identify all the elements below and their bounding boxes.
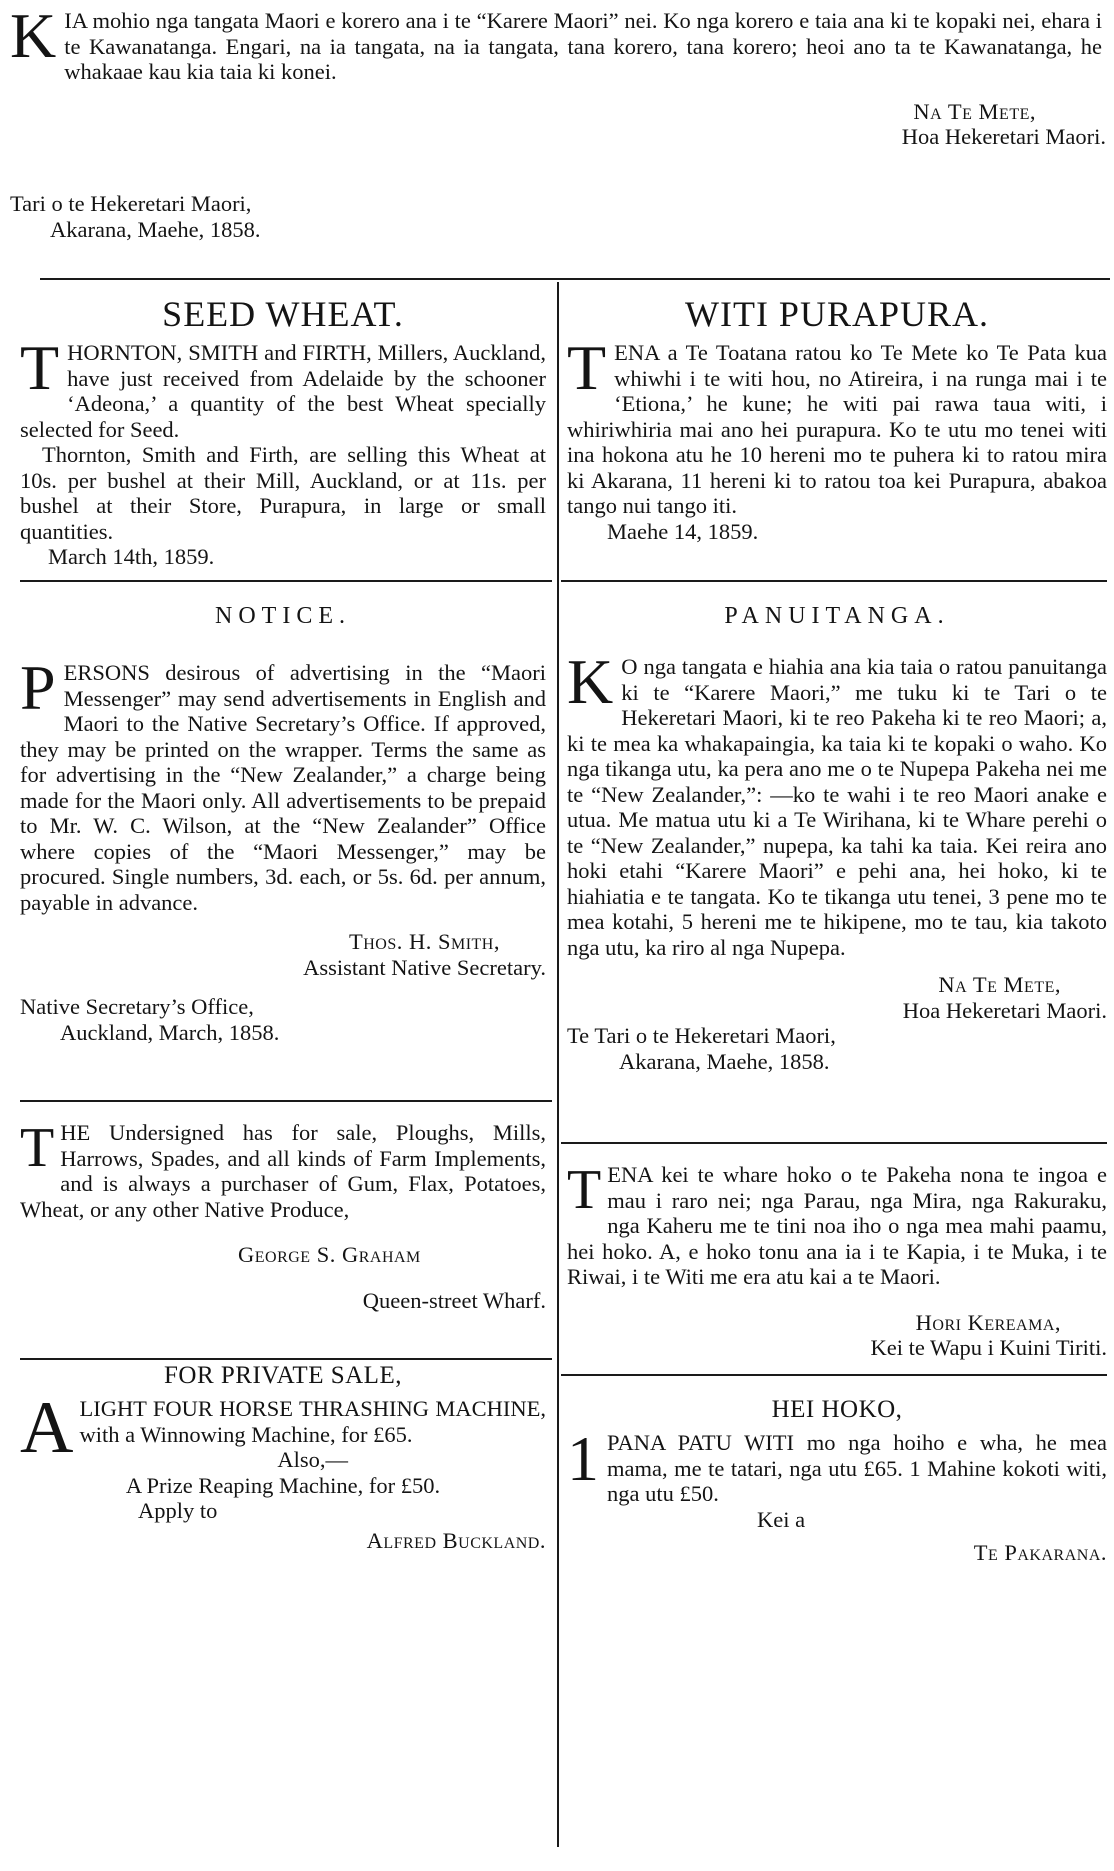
ad-title: FOR PRIVATE SALE, [164, 1362, 402, 1389]
ad-paragraph [567, 1423, 1107, 1507]
editorial-signature [10, 99, 1106, 150]
dropcap: P [20, 652, 56, 723]
ad-title: SEED WHEAT. [162, 294, 404, 334]
private-sale-ad [20, 1352, 546, 1553]
kereama-ad [567, 1159, 1107, 1361]
kei-a-line: Kei a [757, 1506, 806, 1532]
ad-dateline [567, 1023, 1107, 1074]
ad-paragraph: Thornton, Smith and Firth, are selling this Wheat at 10s. per bushel at their Mill, Auckland, or at 11s. per bushel at their Store, Purapura, in large or small quantities. [20, 442, 546, 544]
reaping-line: A Prize Reaping Machine, for £50. [125, 1472, 441, 1498]
signature-title: Hoa Hekeretari Maori. [901, 124, 1106, 149]
dateline-date: Akarana, Maehe, 1858. [619, 1048, 830, 1074]
editorial-body: IA mohio nga tangata Maori e korero ana i te “Karere Maori” nei. Ko nga korero e taia ana ki te kopaki nei, ehara i te Kawanatanga. Engari, na ia tangata, na ia tangata, tana korero, tana korero; heoi ano ta te Kawanatanga, he whakaae kau kia taia ki konei. [64, 8, 1102, 84]
section-divider [561, 1142, 1107, 1144]
ad-paragraph [567, 332, 1107, 519]
ad-text: ERSONS desirous of advertising in the “Maori Messenger” may send advertisements in English and Maori to the Native Secretary’s Office. If approved, they may be printed on the wrapper. Terms the same as for advertising in the “New Zealander,” a charge being made for the Maori only. All advertisements to be prepaid to Mr. W. C. Wilson, at the “New Zealander” Office where copies of the “Maori Messenger,” may be procured. Single numbers, 3d. each, or 5s. 6d. per annum, payable in advance. [20, 660, 546, 915]
ad-text: O nga tangata e hiahia ana kia taia o ratou panuitanga ki te “Karere Maori,” me tuku ki te Tari o te Hekeretari Maori, ki te reo Pakeha ki te reo Maori; a, ki te mea ka whakapaingia, ka taia ki te kopaki o waho. Ko nga tikanga utu, ka pera ano me o te Nupepa Pakeha nei me te “New Zealander,”: —ko te wahi i te reo Maori anake e utua. Me matua utu ki a Te Wirihana, ki te Whare perehi o te “New Zealander,” nupepa, ka tahi ka taia. Kei reira ano hoki etahi “Karere Maori” e pehi ana, hei hoko, ki te hiahiatia e te tangata. Ko te tikanga utu tenei, 3 pene mo te mea kotahi, 5 hereni me te hikipene, mo te tau, kia takoto nga utu, ka riro al nga Nupepa. [567, 654, 1107, 960]
signature-name: Te Pakarana. [973, 1540, 1107, 1565]
signature-name: Na Te Mete, [938, 972, 1061, 997]
graham-ad [20, 1117, 546, 1313]
also-line: Also,— [277, 1447, 349, 1472]
ad-text: ENA kei te whare hoko o te Pakeha nona te ingoa e mau i raro nei; nga Parau, nga Mira, nga Rakuraku, nga Kaheru me te tini noa iho o nga mea mahi paamu, hei hoko. A, e hoko tonu ana ia i te Kapia, i te Muka, i te Riwai, i te Witi me era atu kai a te Maori. [567, 1162, 1107, 1289]
witi-purapura-ad [567, 282, 1107, 544]
dateline-date: Akarana, Maehe, 1858. [50, 216, 261, 242]
ad-paragraph [567, 1159, 1107, 1290]
ad-paragraph [20, 652, 546, 915]
hei-hoko-ad [567, 1386, 1107, 1566]
ad-text: LIGHT FOUR HORSE THRASHING MACHINE, with a Winnowing Machine, for £65. [79, 1396, 546, 1447]
ad-signature [20, 929, 546, 980]
ad-signature [567, 1310, 1107, 1361]
dateline-place: Tari o te Hekeretari Maori, [10, 191, 252, 216]
signature-name: Na Te Mete, [913, 98, 1036, 124]
ad-signature [567, 972, 1107, 1023]
ad-paragraph [20, 332, 546, 442]
section-divider [561, 1374, 1107, 1376]
ad-dateline [20, 994, 546, 1045]
signature-title: Hoa Hekeretari Maori. [902, 997, 1107, 1023]
ad-title: NOTICE. [215, 603, 351, 629]
ad-title: HEI HOKO, [771, 1396, 903, 1423]
ad-date: Maehe 14, 1859. [607, 518, 759, 544]
editorial-notice [10, 0, 1106, 242]
dropcap: T [567, 332, 607, 403]
editorial-dateline [10, 191, 261, 242]
signature-title: Assistant Native Secretary. [303, 954, 546, 980]
column-divider [557, 282, 559, 1847]
dropcap: T [20, 332, 60, 403]
section-divider [40, 278, 1110, 280]
dateline-date: Auckland, March, 1858. [60, 1019, 280, 1045]
dropcap: A [20, 1387, 74, 1469]
dropcap: K [567, 646, 614, 717]
signature-place: Kei te Wapu i Kuini Tiriti. [870, 1335, 1107, 1360]
dropcap: T [20, 1117, 55, 1179]
section-divider [20, 1100, 552, 1102]
signature-name: Thos. H. Smith, [348, 929, 500, 954]
ad-text: HE Undersigned has for sale, Ploughs, Mills, Harrows, Spades, and all kinds of Farm Implements, and is always a purchaser of Gum, Flax, Potatoes, Wheat, or any other Native Produce, [20, 1120, 546, 1222]
dateline-place: Te Tari o te Hekeretari Maori, [567, 1023, 836, 1048]
apply-line: Apply to [138, 1498, 218, 1523]
ad-text: PANA PATU WITI mo nga hoiho e wha, he mea mama, me te tatari, nga utu £65. 1 Mahine kokoti witi, nga utu £50. [607, 1430, 1107, 1506]
ad-date: March 14th, 1859. [48, 544, 215, 569]
ad-title: PANUITANGA. [724, 603, 950, 629]
ad-title: WITI PURAPURA. [684, 294, 989, 334]
ad-paragraph [567, 646, 1107, 960]
dropcap: K [10, 0, 57, 71]
signature-place: Queen-street Wharf. [362, 1287, 546, 1313]
notice-ad [20, 582, 546, 1045]
dateline-place: Native Secretary’s Office, [20, 994, 254, 1019]
editorial-notice-text [10, 0, 1106, 85]
signature-name: Alfred Buckland. [366, 1527, 546, 1553]
ad-text: ENA a Te Toatana ratou ko Te Mete ko Te Pata kua whiwhi i te witi hou, no Atireira, i na runga mai i te ‘Etiona,’ he kune; he witi pai rawa taua witi, i whiriwhiria mai ano hei purapura. Ko te utu mo tenei witi ina hokona atu he 10 hereni mo te puhera ki to ratou mira ki Akarana, 11 hereni ki to ratou toa kei Purapura, abakoa tango nui tango iti. [567, 340, 1107, 518]
dropcap: 1 [567, 1423, 599, 1494]
ad-paragraph [20, 1117, 546, 1222]
panuitanga-ad [567, 582, 1107, 1074]
seed-wheat-ad [20, 282, 546, 570]
dropcap: T [567, 1159, 602, 1221]
signature-name: George S. Graham [238, 1242, 421, 1267]
signature-name: Hori Kereama, [915, 1309, 1061, 1335]
ad-text: HORNTON, SMITH and FIRTH, Millers, Auckland, have just received from Adelaide by the schooner ‘Adeona,’ a quantity of the best Wheat specially selected for Seed. [20, 340, 546, 442]
